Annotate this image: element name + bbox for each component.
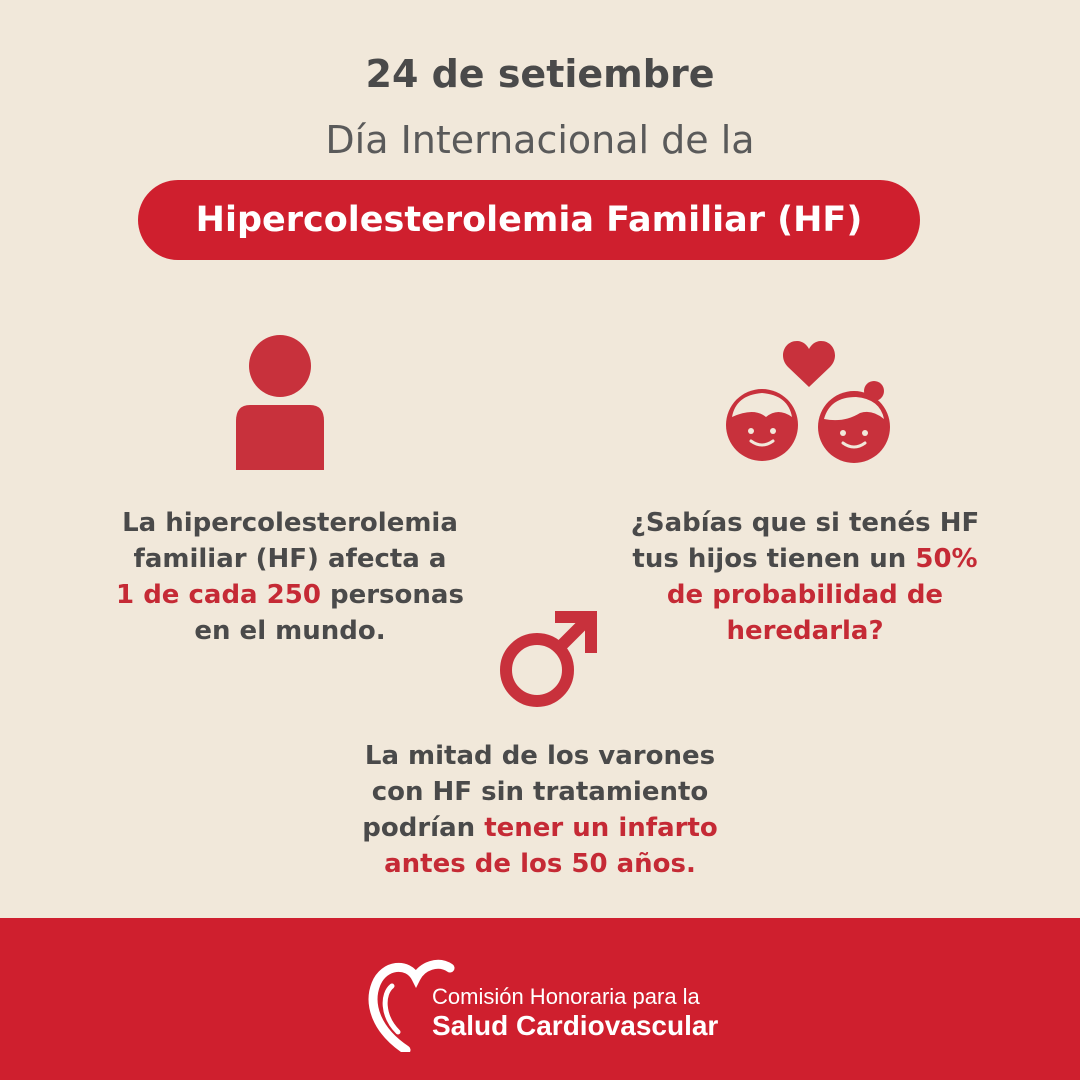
fact-prevalence-line1: La hipercolesterolemia bbox=[122, 508, 458, 538]
fact-men-risk-line2: con HF sin tratamiento bbox=[371, 777, 709, 807]
org-name-line2: Salud Cardiovascular bbox=[432, 1010, 719, 1041]
fact-men-risk bbox=[310, 738, 770, 882]
fact-prevalence bbox=[90, 505, 490, 649]
fact-inheritance-highlight: 50% bbox=[915, 544, 978, 574]
fact-prevalence-line3: personas bbox=[320, 580, 464, 610]
header-date: 24 de setiembre bbox=[365, 52, 715, 96]
fact-men-risk-line4: antes de los 50 años. bbox=[384, 849, 696, 879]
fact-men-risk-line3: podrían bbox=[362, 813, 485, 843]
person-icon bbox=[230, 335, 330, 470]
fact-prevalence-line2: familiar (HF) afecta a bbox=[133, 544, 447, 574]
title-pill-text: Hipercolesterolemia Familiar (HF) bbox=[195, 200, 863, 240]
fact-prevalence-highlight: 1 de cada 250 bbox=[116, 580, 321, 610]
title-pill bbox=[138, 180, 920, 260]
fact-inheritance-line2: tus hijos tienen un bbox=[632, 544, 916, 574]
fact-men-risk-highlight: tener un infarto bbox=[484, 813, 718, 843]
fact-men-risk-line1: La mitad de los varones bbox=[364, 741, 716, 771]
male-symbol-icon bbox=[495, 605, 605, 710]
fact-prevalence-line4: en el mundo. bbox=[194, 616, 386, 646]
org-name-line1: Comisión Honoraria para la bbox=[432, 984, 700, 1009]
header-subtitle: Día Internacional de la bbox=[325, 118, 755, 162]
children-heart-icon bbox=[722, 335, 897, 470]
fact-inheritance-line1: ¿Sabías que si tenés HF bbox=[630, 508, 980, 538]
fact-inheritance bbox=[620, 505, 990, 649]
fact-inheritance-line4: heredarla? bbox=[726, 616, 884, 646]
fact-inheritance-line3: de probabilidad de bbox=[666, 580, 944, 610]
